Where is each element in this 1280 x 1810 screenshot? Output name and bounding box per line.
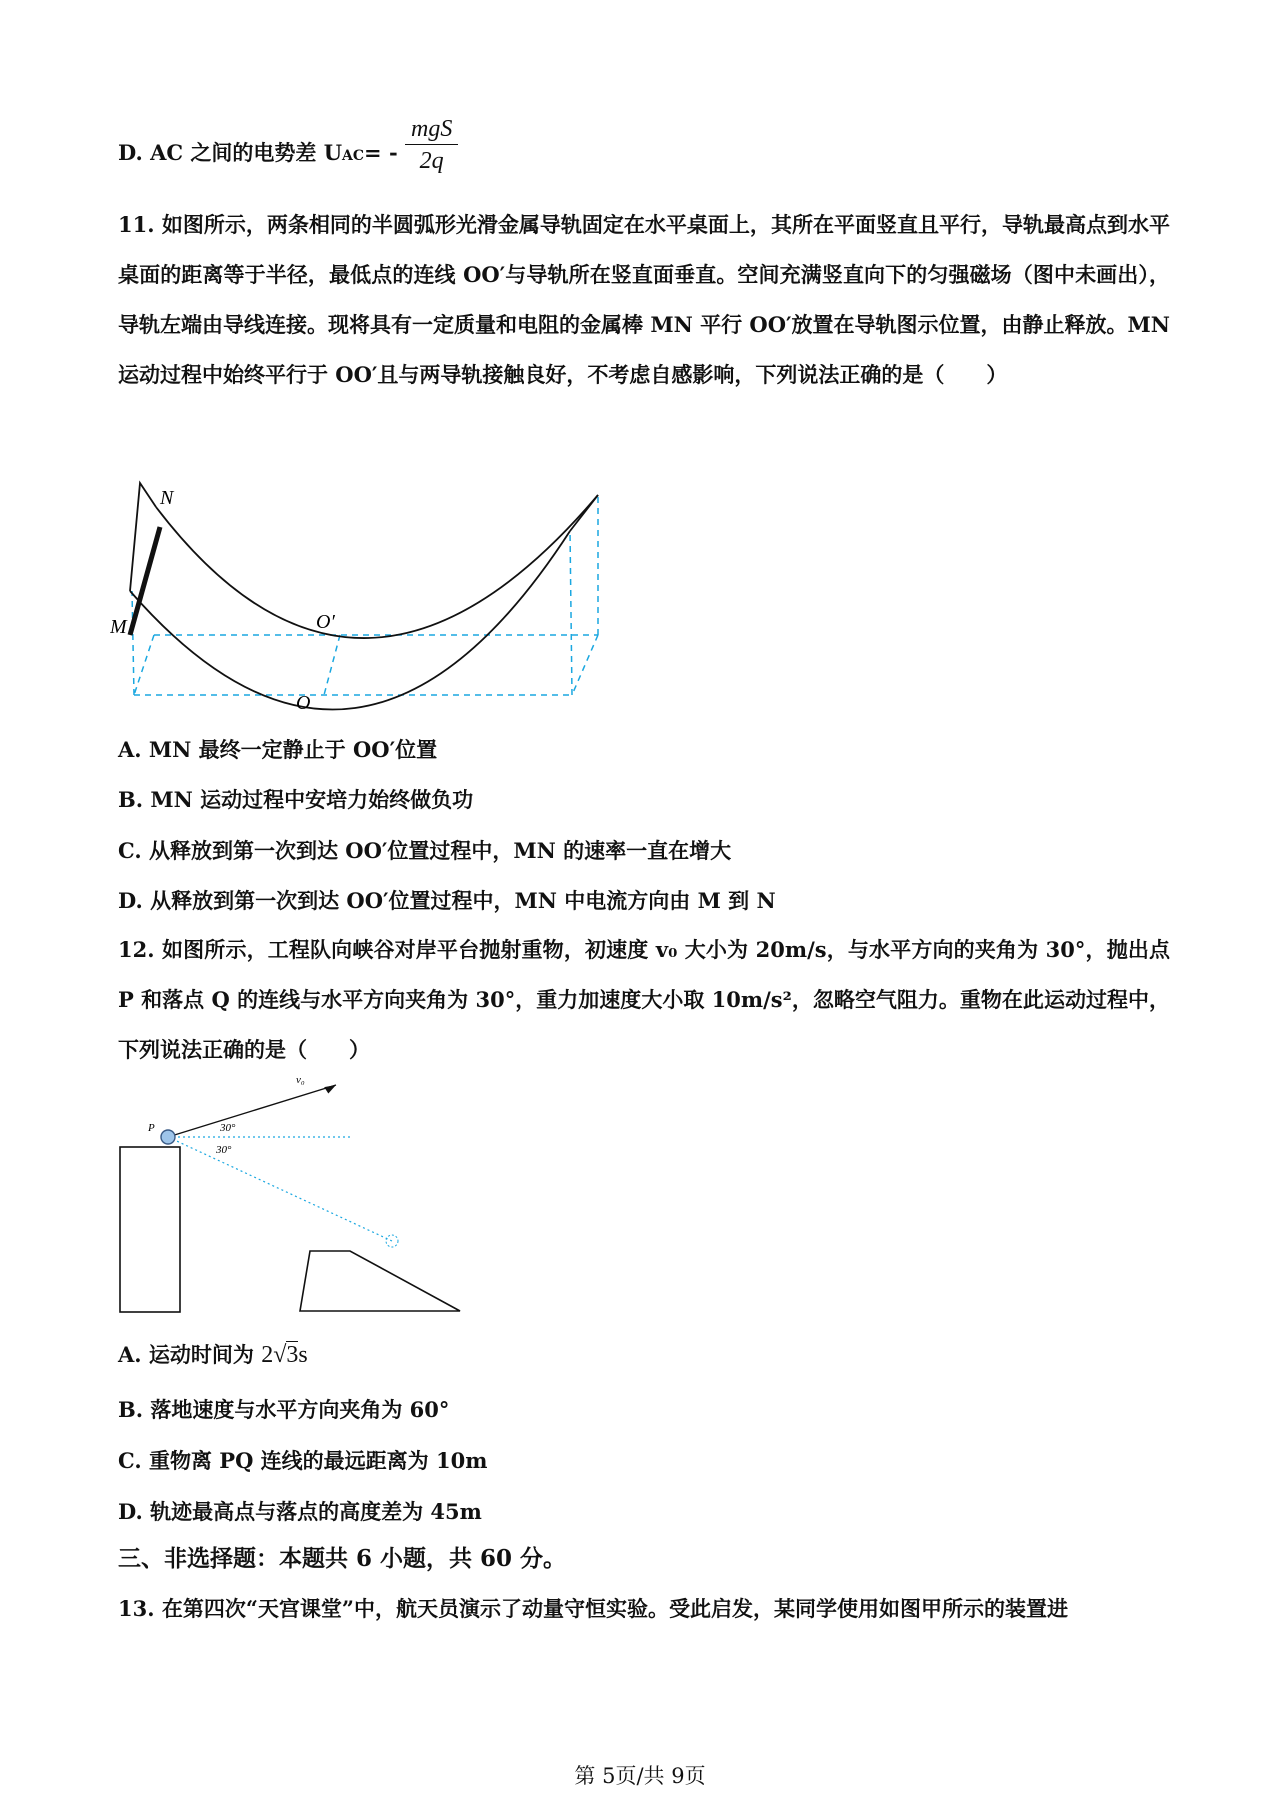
q12-stem: 12. 如图所示，工程队向峡谷对岸平台抛射重物，初速度 v₀ 大小为 20m/s，与水平方向的夹角为 30°，抛出点 P 和落点 Q 的连线与水平方向夹角为 30°，重力加速度大小取 10m/s²，忽略空气阻力。重物在此运动过程中，下列说法正确的是（ ） [118,937,1170,1062]
q11-option-c: C. 从释放到第一次到达 OO′位置过程中，MN 的速率一直在增大 [118,838,732,863]
q12-option-a-radicand: 3 [286,1342,299,1368]
q10-option-d-prefix: D. AC 之间的电势差 U [118,140,343,165]
q12-option-a-coef: 2 [261,1342,274,1368]
section-3-title: 三、非选择题：本题共 6 小题，共 60 分。 [118,1545,567,1572]
q12-velocity-arrowhead [324,1085,337,1094]
q11-figure-dashed-box [132,495,598,695]
q10-fraction-denominator: 2q [419,148,444,174]
q12-option-a-prefix: A. 运动时间为 [118,1342,262,1367]
q12-object-p [161,1130,175,1144]
q11-option-b: B. MN 运动过程中安培力始终做负功 [118,787,474,812]
q12-option-c: C. 重物离 PQ 连线的最远距离为 10m [118,1448,488,1473]
q12-label-v0: v₀ [296,1075,305,1086]
q12-pq-dotted [168,1137,392,1241]
q13-stem: 13. 在第四次“天宫课堂”中，航天员演示了动量守恒实验。受此启发，某同学使用如图甲所示的装置进 [118,1596,1069,1621]
q10-option-d-eq: = - [364,140,398,165]
q11-label-o-prime: O′ [316,611,335,633]
q12-label-angle-down: 30° [216,1144,232,1156]
q11-stem: 11. 如图所示，两条相同的半圆弧形光滑金属导轨固定在水平桌面上，其所在平面竖直且平行，导轨最高点到水平桌面的距离等于半径，最低点的连线 OO′与导轨所在竖直面垂直。空间充满竖直向下的匀强磁场（图中未画出），导轨左端由导线连接。现将具有一定质量和电阻的金属棒 MN 平行 OO′放置在导轨图示位置，由静止释放。MN 运动过程中始终平行于 OO′且与两导轨接触良好，不考虑自感影响，下列说法正确的是（ ） [118,212,1170,387]
q11-option-d: D. 从释放到第一次到达 OO′位置过程中，MN 中电流方向由 M 到 N [118,888,776,913]
q10-option-d-sub: AC [342,148,365,164]
q12-velocity-vector [168,1085,336,1137]
q12-figure-projectile [110,1075,490,1325]
q10-fraction-numerator: mgS [405,114,458,145]
q11-figure-arcs [130,483,598,710]
q11-label-n: N [160,487,174,509]
q11-label-m: M [110,616,127,638]
q12-landing-platform [300,1251,460,1311]
q11-label-o: O [296,692,311,714]
q12-option-a-unit: s [298,1342,308,1368]
q11-option-a: A. MN 最终一定静止于 OO′位置 [118,737,438,762]
q12-label-angle-up: 30° [220,1122,236,1134]
q12-option-d: D. 轨迹最高点与落点的高度差为 45m [118,1499,482,1524]
q11-figure-rails [110,455,610,715]
q12-option-a [118,1340,308,1370]
q10-fraction [405,114,458,177]
page-footer: 第 5页/共 9页 [574,1764,706,1788]
sqrt-icon: √ [273,1342,287,1368]
q12-cliff-platform [120,1147,180,1312]
q12-option-b: B. 落地速度与水平方向夹角为 60° [118,1397,450,1422]
q10-option-d [118,116,458,177]
q12-label-p: P [148,1122,155,1134]
